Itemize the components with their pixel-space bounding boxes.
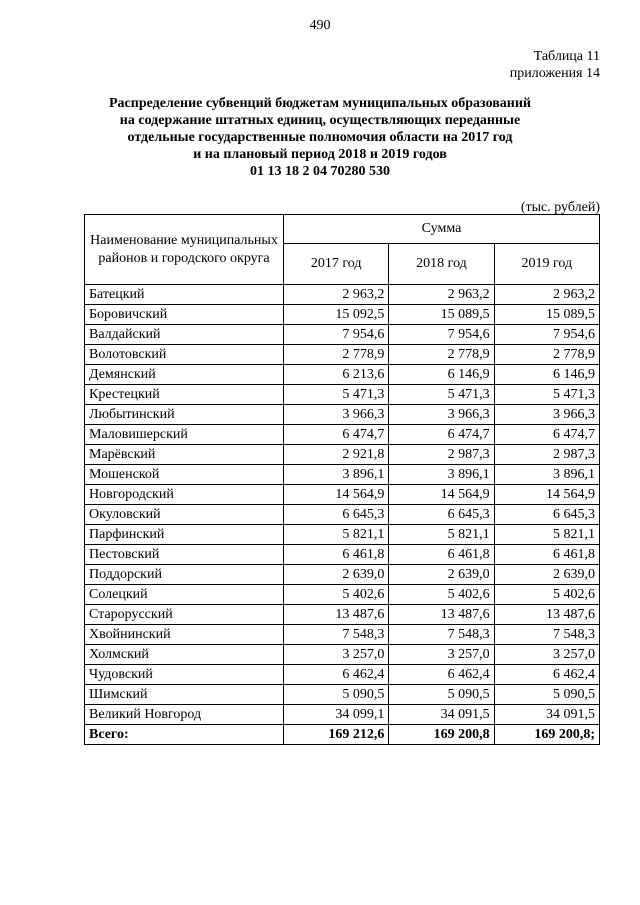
district-name: Шимский — [85, 685, 284, 705]
district-name: Маловишерский — [85, 425, 284, 445]
amount-2018: 3 257,0 — [389, 645, 494, 665]
table-row — [85, 665, 600, 685]
table-row — [85, 465, 600, 485]
units-label: (тыс. рублей) — [520, 200, 600, 215]
amount-2018: 34 091,5 — [389, 705, 494, 725]
amount-2017: 13 487,6 — [284, 605, 389, 625]
amount-2019: 7 954,6 — [494, 325, 599, 345]
amount-2018: 2 639,0 — [389, 565, 494, 585]
amount-2019: 2 987,3 — [494, 445, 599, 465]
amount-2017: 5 090,5 — [284, 685, 389, 705]
amount-2019: 2 963,2 — [494, 285, 599, 305]
amount-2017: 2 639,0 — [284, 565, 389, 585]
amount-2018: 169 200,8 — [389, 725, 494, 745]
amount-2018: 2 778,9 — [389, 345, 494, 365]
amount-2017: 2 921,8 — [284, 445, 389, 465]
amount-2018: 7 548,3 — [389, 625, 494, 645]
amount-2017: 6 461,8 — [284, 545, 389, 565]
district-name: Поддорский — [85, 565, 284, 585]
amount-2017: 14 564,9 — [284, 485, 389, 505]
district-name: Старорусский — [85, 605, 284, 625]
amount-2019: 3 896,1 — [494, 465, 599, 485]
amount-2019: 5 402,6 — [494, 585, 599, 605]
amount-2018: 13 487,6 — [389, 605, 494, 625]
amount-2017: 7 548,3 — [284, 625, 389, 645]
table-row — [85, 445, 600, 465]
amount-2018: 5 402,6 — [389, 585, 494, 605]
district-name: Боровичский — [85, 305, 284, 325]
header-name: Наименование муниципальных районов и городского округа — [85, 215, 284, 285]
table-body — [85, 285, 600, 745]
district-name: Новгородский — [85, 485, 284, 505]
amount-2017: 3 896,1 — [284, 465, 389, 485]
amount-2019: 5 821,1 — [494, 525, 599, 545]
district-name: Хвойнинский — [85, 625, 284, 645]
table-row — [85, 385, 600, 405]
amount-2018: 3 896,1 — [389, 465, 494, 485]
amount-2017: 2 778,9 — [284, 345, 389, 365]
amount-2019: 2 778,9 — [494, 345, 599, 365]
amount-2018: 5 821,1 — [389, 525, 494, 545]
total-label: Всего: — [85, 725, 284, 745]
district-name: Пестовский — [85, 545, 284, 565]
table-row — [85, 285, 600, 305]
table-row — [85, 525, 600, 545]
total-row — [85, 725, 600, 745]
district-name: Великий Новгород — [85, 705, 284, 725]
amount-2017: 5 821,1 — [284, 525, 389, 545]
amount-2017: 15 092,5 — [284, 305, 389, 325]
table-row — [85, 625, 600, 645]
page-number: 490 — [309, 18, 331, 33]
amount-2019: 3 966,3 — [494, 405, 599, 425]
amount-2019: 6 146,9 — [494, 365, 599, 385]
amount-2019: 2 639,0 — [494, 565, 599, 585]
amount-2019: 3 257,0 — [494, 645, 599, 665]
table-row — [85, 645, 600, 665]
amount-2019: 6 462,4 — [494, 665, 599, 685]
amount-2019: 13 487,6 — [494, 605, 599, 625]
amount-2017: 6 213,6 — [284, 365, 389, 385]
amount-2017: 169 212,6 — [284, 725, 389, 745]
appendix-number: приложения 14 — [509, 66, 600, 81]
table-row — [85, 485, 600, 505]
district-name: Парфинский — [85, 525, 284, 545]
amount-2019: 34 091,5 — [494, 705, 599, 725]
table-row — [85, 425, 600, 445]
title-line: Распределение субвенций бюджетам муниципальных образований — [109, 96, 531, 111]
table-reference — [510, 48, 600, 82]
district-name: Крестецкий — [85, 385, 284, 405]
amount-2019: 5 471,3 — [494, 385, 599, 405]
amount-2018: 3 966,3 — [389, 405, 494, 425]
table-row — [85, 585, 600, 605]
table-row — [85, 545, 600, 565]
amount-2017: 6 645,3 — [284, 505, 389, 525]
table-row — [85, 405, 600, 425]
amount-2019: 169 200,8; — [494, 725, 599, 745]
amount-2019: 15 089,5 — [494, 305, 599, 325]
district-name: Мошенской — [85, 465, 284, 485]
header-year-2019: 2019 год — [494, 244, 599, 285]
amount-2018: 6 461,8 — [389, 545, 494, 565]
subvention-table — [84, 214, 600, 745]
table-row — [85, 505, 600, 525]
table-row — [85, 705, 600, 725]
table-row — [85, 345, 600, 365]
amount-2018: 5 090,5 — [389, 685, 494, 705]
amount-2017: 6 462,4 — [284, 665, 389, 685]
district-name: Солецкий — [85, 585, 284, 605]
amount-2019: 6 645,3 — [494, 505, 599, 525]
amount-2018: 5 471,3 — [389, 385, 494, 405]
amount-2017: 5 471,3 — [284, 385, 389, 405]
district-name: Окуловский — [85, 505, 284, 525]
amount-2018: 6 462,4 — [389, 665, 494, 685]
amount-2018: 14 564,9 — [389, 485, 494, 505]
district-name: Валдайский — [85, 325, 284, 345]
amount-2017: 3 966,3 — [284, 405, 389, 425]
district-name: Волотовский — [85, 345, 284, 365]
amount-2019: 14 564,9 — [494, 485, 599, 505]
amount-2018: 6 146,9 — [389, 365, 494, 385]
amount-2017: 3 257,0 — [284, 645, 389, 665]
amount-2017: 7 954,6 — [284, 325, 389, 345]
amount-2018: 2 963,2 — [389, 285, 494, 305]
amount-2017: 5 402,6 — [284, 585, 389, 605]
amount-2017: 6 474,7 — [284, 425, 389, 445]
header-sum: Сумма — [284, 215, 600, 244]
header-year-2018: 2018 год — [389, 244, 494, 285]
district-name: Любытинский — [85, 405, 284, 425]
district-name: Марёвский — [85, 445, 284, 465]
amount-2018: 6 645,3 — [389, 505, 494, 525]
title-line: на содержание штатных единиц, осуществляющих переданные — [119, 113, 521, 128]
table-row — [85, 685, 600, 705]
header-year-2017: 2017 год — [284, 244, 389, 285]
title-line: и на плановый период 2018 и 2019 годов — [193, 147, 447, 162]
amount-2019: 6 461,8 — [494, 545, 599, 565]
amount-2018: 6 474,7 — [389, 425, 494, 445]
table-row — [85, 325, 600, 345]
table-row — [85, 605, 600, 625]
document-title — [60, 95, 580, 180]
district-name: Чудовский — [85, 665, 284, 685]
table-row — [85, 565, 600, 585]
table-row — [85, 305, 600, 325]
district-name: Демянский — [85, 365, 284, 385]
amount-2019: 6 474,7 — [494, 425, 599, 445]
budget-code: 01 13 18 2 04 70280 530 — [250, 164, 390, 179]
title-line: отдельные государственные полномочия области на 2017 год — [127, 130, 513, 145]
amount-2019: 5 090,5 — [494, 685, 599, 705]
table-row — [85, 365, 600, 385]
amount-2018: 2 987,3 — [389, 445, 494, 465]
district-name: Холмский — [85, 645, 284, 665]
amount-2018: 7 954,6 — [389, 325, 494, 345]
amount-2017: 2 963,2 — [284, 285, 389, 305]
table-number: Таблица 11 — [533, 49, 600, 64]
amount-2018: 15 089,5 — [389, 305, 494, 325]
amount-2019: 7 548,3 — [494, 625, 599, 645]
district-name: Батецкий — [85, 285, 284, 305]
amount-2017: 34 099,1 — [284, 705, 389, 725]
